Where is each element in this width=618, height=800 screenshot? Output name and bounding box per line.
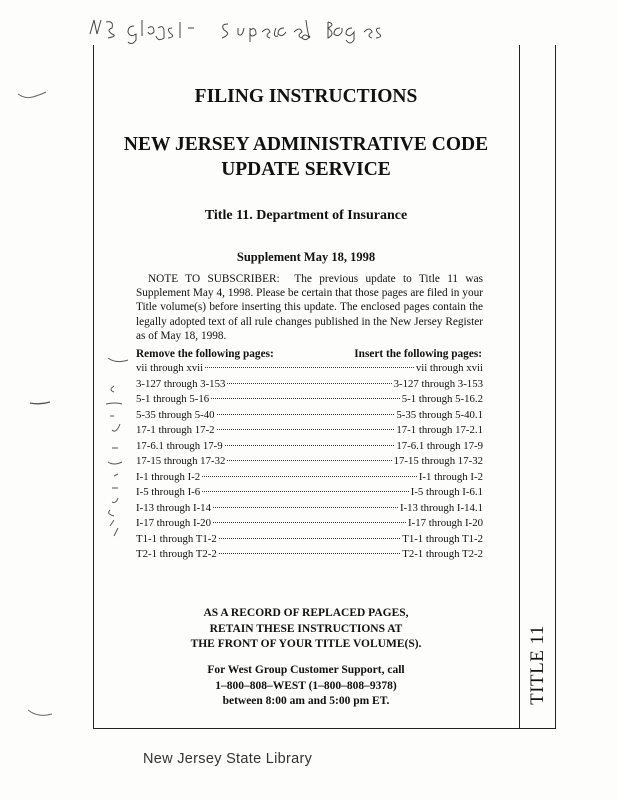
- dot-leader: [213, 521, 406, 523]
- dot-leader: [213, 506, 398, 508]
- record-notice: [93, 606, 519, 653]
- page-row: [136, 362, 483, 378]
- page-row: [136, 424, 483, 440]
- page-row: [136, 517, 483, 533]
- dot-leader: [202, 475, 417, 477]
- support-hours: between 8:00 am and 5:00 pm ET.: [222, 695, 390, 707]
- spine-label: TITLE 11: [526, 625, 548, 705]
- dot-leader: [219, 537, 400, 539]
- remove-header: Remove the following pages:: [136, 348, 274, 360]
- dot-leader: [219, 552, 400, 554]
- record-line-1: AS A RECORD OF REPLACED PAGES,: [203, 607, 409, 619]
- insert-pages: vii through xvii: [415, 362, 483, 374]
- page-row: [136, 502, 483, 518]
- subscriber-note: [136, 272, 483, 343]
- remove-pages: I-13 through I-14: [136, 501, 211, 514]
- note-lead: NOTE TO SUBSCRIBER:: [148, 273, 280, 285]
- insert-pages: 17-6.1 through 17-9: [396, 439, 483, 452]
- note-body: The previous update to Title 11 was Supplement May 4, 1998. Please be certain that those pages are filed in your Title volume(s) before inserting this update. The enclosed pages contain the legally adopted text of all rule changes published in the New Jersey Register as of May 18, 1998.: [136, 273, 483, 342]
- remove-pages: 17-1 through 17-2: [136, 424, 215, 436]
- record-line-2: RETAIN THESE INSTRUCTIONS AT: [209, 622, 403, 635]
- insert-pages: I-1 through I-2: [418, 470, 483, 483]
- insert-pages: I-13 through I-14.1: [399, 501, 483, 514]
- page-row: [136, 409, 483, 425]
- insert-header: Insert the following pages:: [354, 348, 482, 360]
- title-subject: Title 11. Department of Insurance: [204, 208, 408, 223]
- page-row: [136, 393, 483, 409]
- insert-pages: 17-15 through 17-32: [393, 455, 483, 467]
- support-line-1: For West Group Customer Support, call: [207, 664, 405, 676]
- insert-pages: T1-1 through T1-2: [402, 532, 483, 545]
- dot-leader: [211, 397, 400, 399]
- record-line-3: THE FRONT OF YOUR TITLE VOLUME(S).: [190, 638, 422, 650]
- page-title: FILING INSTRUCTIONS: [194, 86, 418, 107]
- dot-leader: [225, 444, 395, 446]
- dot-leader: [227, 459, 391, 461]
- page-row: [136, 378, 483, 394]
- margin-mark: [24, 706, 60, 720]
- remove-pages: T1-1 through T1-2: [136, 532, 217, 545]
- page-row: [136, 533, 483, 549]
- service-line-2: UPDATE SERVICE: [221, 159, 391, 180]
- dot-leader: [227, 382, 391, 384]
- service-line-1: NEW JERSEY ADMINISTRATIVE CODE: [123, 134, 489, 155]
- page-row: [136, 440, 483, 456]
- dot-leader: [217, 413, 395, 415]
- insert-pages: 5-35 through 5-40.1: [396, 408, 483, 421]
- remove-pages: I-17 through I-20: [136, 517, 211, 529]
- remove-pages: 5-35 through 5-40: [136, 408, 215, 421]
- handwritten-check-marks: [100, 358, 140, 538]
- dot-leader: [205, 366, 414, 368]
- margin-mark: [14, 88, 54, 102]
- page-list: [136, 362, 483, 564]
- insert-pages: I-5 through I-6.1: [410, 486, 483, 498]
- customer-support: [93, 663, 519, 710]
- insert-pages: 3-127 through 3-153: [393, 377, 483, 390]
- page-row: [136, 486, 483, 502]
- supplement-date: Supplement May 18, 1998: [236, 250, 376, 264]
- remove-pages: I-5 through I-6: [136, 486, 201, 498]
- handwritten-header: [88, 14, 428, 44]
- insert-pages: I-17 through I-20: [408, 517, 483, 529]
- dot-leader: [217, 428, 395, 430]
- service-heading: [93, 132, 519, 182]
- remove-pages: 5-1 through 5-16: [136, 393, 210, 405]
- remove-pages: 17-6.1 through 17-9: [136, 439, 223, 452]
- library-stamp: New Jersey State Library: [143, 751, 313, 767]
- insert-pages: T2-1 through T2-2: [402, 548, 483, 560]
- margin-mark: [26, 398, 56, 408]
- dot-leader: [202, 490, 409, 492]
- insert-pages: 5-1 through 5-16.2: [401, 393, 483, 405]
- remove-pages: T2-1 through T2-2: [136, 548, 217, 560]
- page-row: [136, 455, 483, 471]
- page-row: [136, 548, 483, 564]
- remove-pages: I-1 through I-2: [136, 470, 201, 483]
- remove-pages: 17-15 through 17-32: [136, 455, 226, 467]
- remove-pages: vii through xvii: [136, 362, 204, 374]
- page-row: [136, 471, 483, 487]
- insert-pages: 17-1 through 17-2.1: [396, 424, 483, 436]
- remove-pages: 3-127 through 3-153: [136, 377, 226, 390]
- support-phone: 1–800–808–WEST (1–800–808–9378): [215, 679, 397, 692]
